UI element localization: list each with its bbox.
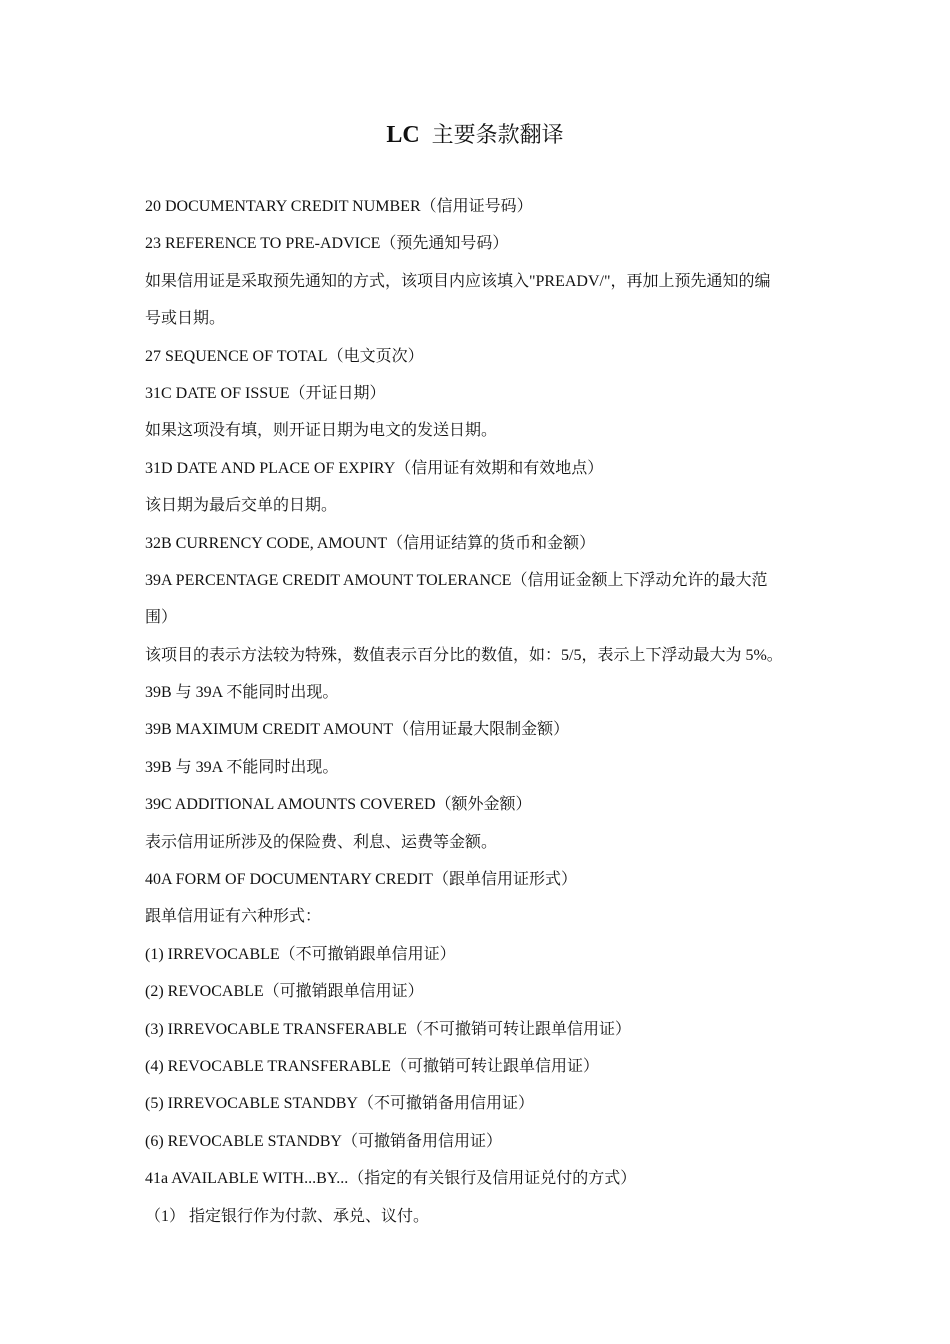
paragraph-line: 39B MAXIMUM CREDIT AMOUNT（信用证最大限制金额） (145, 721, 570, 739)
paragraph-line: 32B CURRENCY CODE, AMOUNT（信用证结算的货币和金额） (145, 534, 596, 552)
paragraph-line: 41a AVAILABLE WITH...BY...（指定的有关银行及信用证兑付的方式） (145, 1170, 637, 1188)
paragraph-line: 40A FORM OF DOCUMENTARY CREDIT（跟单信用证形式） (145, 871, 577, 889)
paragraph-line: 31C DATE OF ISSUE（开证日期） (145, 384, 386, 402)
paragraph-line: 该项目的表示方法较为特殊，数值表示百分比的数值，如：5/5，表示上下浮动最大为 5%。 (145, 646, 783, 664)
paragraph-line: 如果这项没有填，则开证日期为电文的发送日期。 (145, 422, 498, 440)
document-title-code: LC (386, 122, 420, 148)
paragraph-line: 23 REFERENCE TO PRE-ADVICE（预先通知号码） (145, 235, 509, 253)
document-title-text: 主要条款翻译 (431, 123, 564, 148)
paragraph-line: 39B 与 39A 不能同时出现。 (145, 758, 339, 776)
paragraph-line: 39A PERCENTAGE CREDIT AMOUNT TOLERANCE（信用证金额上下浮动允许的最大范 (145, 571, 768, 589)
paragraph-line: 表示信用证所涉及的保险费、利息、运费等金额。 (145, 833, 498, 851)
paragraph-line: (4) REVOCABLE TRANSFERABLE（可撤销可转让跟单信用证） (145, 1057, 599, 1075)
paragraph-line: 如果信用证是采取预先通知的方式，该项目内应该填入"PREADV/"，再加上预先通知的编 (145, 272, 771, 290)
paragraph-line: （1） 指定银行作为付款、承兑、议付。 (145, 1207, 430, 1225)
paragraph-line: 39B 与 39A 不能同时出现。 (145, 684, 339, 702)
paragraph-line: 跟单信用证有六种形式： (145, 908, 322, 926)
document-title (0, 118, 950, 153)
paragraph-line: (5) IRREVOCABLE STANDBY（不可撤销备用信用证） (145, 1095, 534, 1113)
paragraph-line: 号或日期。 (145, 310, 226, 328)
paragraph-line: (2) REVOCABLE（可撤销跟单信用证） (145, 983, 424, 1001)
paragraph-line: 20 DOCUMENTARY CREDIT NUMBER（信用证号码） (145, 198, 533, 215)
paragraph-line: 围） (145, 609, 178, 627)
paragraph-line: (6) REVOCABLE STANDBY（可撤销备用信用证） (145, 1132, 502, 1150)
paragraph-line: 39C ADDITIONAL AMOUNTS COVERED（额外金额） (145, 796, 532, 814)
document-body (145, 188, 815, 1235)
paragraph-line: 该日期为最后交单的日期。 (145, 497, 338, 515)
paragraph-line: (3) IRREVOCABLE TRANSFERABLE（不可撤销可转让跟单信用证） (145, 1020, 631, 1038)
paragraph-line: 31D DATE AND PLACE OF EXPIRY（信用证有效期和有效地点） (145, 459, 604, 477)
paragraph-line: 27 SEQUENCE OF TOTAL（电文页次） (145, 347, 424, 365)
paragraph-line: (1) IRREVOCABLE（不可撤销跟单信用证） (145, 945, 456, 963)
